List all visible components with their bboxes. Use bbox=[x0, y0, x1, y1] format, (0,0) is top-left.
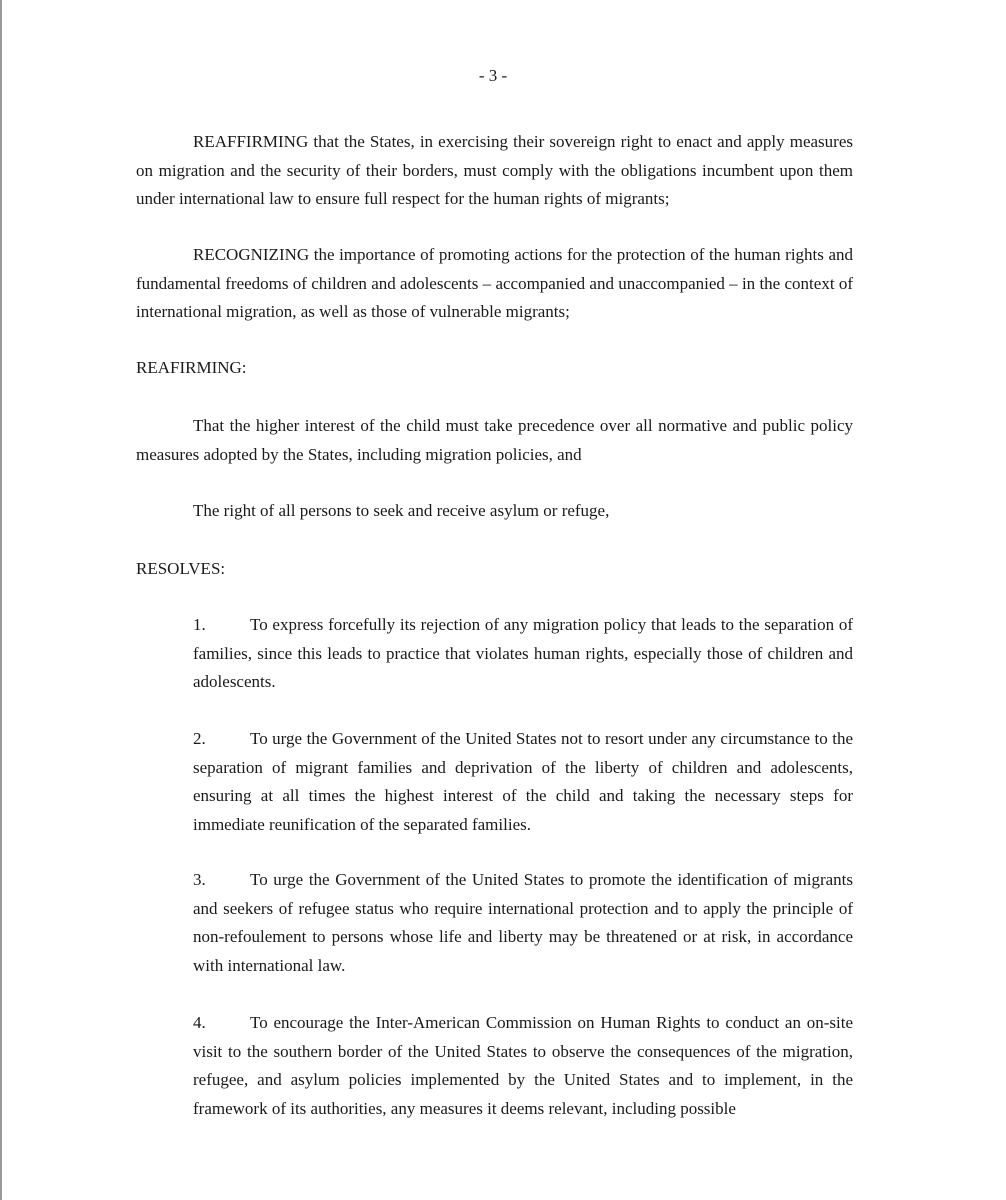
page-number: - 3 - bbox=[478, 66, 508, 85]
resolve-item-text: To encourage the Inter-American Commission on Human Rights to conduct an on-site visit to the southern border of the United States to observe the consequences of the migration, refugee, and asylum policies implemented by the United States and to implement, in the framework of its authorities, any measures it deems relevant, including possible bbox=[193, 1013, 853, 1118]
heading-resolves: RESOLVES: bbox=[136, 559, 226, 578]
resolve-item-2 bbox=[193, 725, 853, 839]
resolve-item-4 bbox=[193, 1009, 853, 1123]
paragraph-higher-interest: That the higher interest of the child must take precedence over all normative and public policy measures adopted by the States, including migration policies, and bbox=[136, 416, 853, 464]
resolve-item-text: To urge the Government of the United States to promote the identification of migrants and seekers of refugee status who require international protection and to apply the principle of non-refoulement to persons whose life and liberty may be threatened or at risk, in accordance with international law. bbox=[193, 870, 853, 975]
paragraph-recognizing: RECOGNIZING the importance of promoting actions for the protection of the human rights and fundamental freedoms of children and adolescents – accompanied and unaccompanied – in the context of international migration, as well as those of vulnerable migrants; bbox=[136, 245, 853, 321]
paragraph-reaffirming-sovereign: REAFFIRMING that the States, in exercising their sovereign right to enact and apply measures on migration and the security of their borders, must comply with the obligations incumbent upon them under international law to ensure full respect for the human rights of migrants; bbox=[136, 132, 853, 208]
page-left-edge bbox=[0, 0, 2, 1200]
resolve-item-text: To express forcefully its rejection of any migration policy that leads to the separation of families, since this leads to practice that violates human rights, especially those of children and adolescents. bbox=[193, 615, 853, 691]
heading-reafirming: REAFIRMING: bbox=[136, 358, 247, 377]
paragraph-right-asylum: The right of all persons to seek and receive asylum or refuge, bbox=[193, 501, 610, 520]
resolve-item-number: 2. bbox=[193, 729, 206, 748]
resolve-item-number: 3. bbox=[193, 870, 206, 889]
resolve-item-text: To urge the Government of the United States not to resort under any circumstance to the separation of migrant families and deprivation of the liberty of children and adolescents, ensuring at all times the highest interest of the child and taking the necessary steps for immediate reunification of the separated families. bbox=[193, 729, 853, 834]
resolve-item-number: 4. bbox=[193, 1013, 206, 1032]
resolve-item-3 bbox=[193, 866, 853, 980]
resolve-item-1 bbox=[193, 611, 853, 697]
resolve-item-number: 1. bbox=[193, 615, 206, 634]
